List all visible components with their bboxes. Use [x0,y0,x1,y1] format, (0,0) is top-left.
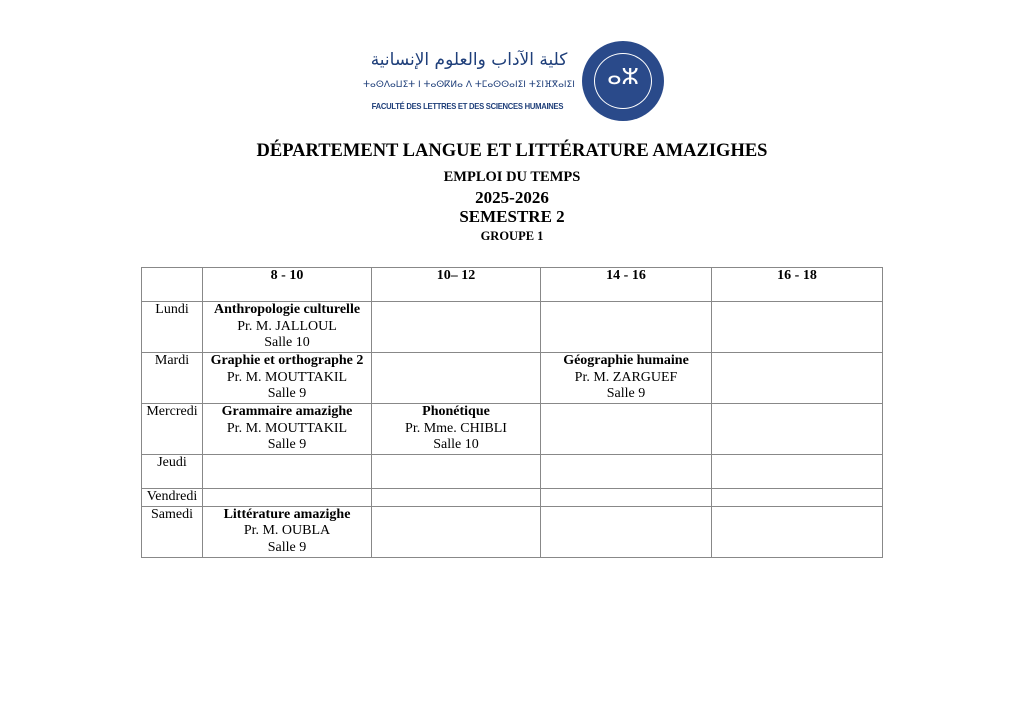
course-course: Anthropologie culturelle [213,302,361,317]
course-room: Salle 9 [606,386,646,401]
column-header: 16 - 18 [712,268,883,302]
course-prof: Pr. M. OUBLA [243,523,331,538]
university-seal-icon: ⴰⵣ [582,41,664,121]
table-row [142,489,883,507]
empty-cell [541,455,712,489]
empty-cell [712,489,883,507]
course-course: Grammaire amazighe [221,404,353,419]
logo-tifinagh-text: ⵜⴰⵙⴷⴰⵡⵉⵜ ⵏ ⵜⴰⵙⴽⵍⴰ ⴷ ⵜⵎⴰⵙⵙⴰⵏⵉⵏ ⵜⵉⵏⴼⴳⴰⵏⵉⵏ [363,80,575,90]
table-row [142,455,883,489]
empty-cell [541,506,712,557]
course-course: Littérature amazighe [223,506,351,522]
empty-cell [372,506,541,557]
document-subtitle: EMPLOI DU TEMPS [443,169,581,185]
empty-cell [712,353,883,404]
course-prof: Pr. M. JALLOUL [237,318,337,334]
column-header: 8 - 10 [203,268,372,302]
course-course: Phonétique [422,404,490,419]
table-row [142,353,883,404]
table-row [142,404,883,455]
course-room: Salle 9 [267,539,307,555]
semester: SEMESTRE 2 [459,207,565,226]
day-label: Jeudi [142,455,203,489]
course-cell [203,302,372,353]
empty-cell [203,455,372,489]
logo-french-text: FACULTÉ DES LETTRES ET DES SCIENCES HUMAINES [371,101,563,111]
day-label: Lundi [142,302,203,353]
empty-cell [541,404,712,455]
academic-year: 2025-2026 [475,188,549,207]
empty-cell [372,489,541,507]
course-cell [203,506,372,557]
header-row [142,268,883,302]
column-header: 10– 12 [372,268,541,302]
course-room: Salle 9 [267,386,307,401]
course-cell [372,404,541,455]
empty-cell [541,489,712,507]
course-prof: Pr. M. MOUTTAKIL [226,369,348,385]
table-row [142,506,883,557]
empty-cell [372,353,541,404]
course-cell [203,404,372,455]
course-room: Salle 10 [433,437,479,452]
course-cell [203,353,372,404]
day-label: Vendredi [142,489,203,507]
day-label: Mercredi [142,404,203,455]
group: GROUPE 1 [480,229,544,243]
empty-cell [712,302,883,353]
empty-cell [372,302,541,353]
course-course: Graphie et orthographe 2 [210,353,364,368]
empty-cell [712,506,883,557]
empty-cell [712,404,883,455]
day-label: Samedi [142,506,203,557]
column-header: 14 - 16 [541,268,712,302]
course-course: Géographie humaine [563,353,689,368]
empty-cell [372,455,541,489]
corner-cell [142,268,203,302]
course-prof: Pr. M. MOUTTAKIL [226,420,348,436]
faculty-logo [358,40,668,122]
timetable [141,267,883,558]
department-title: DÉPARTEMENT LANGUE ET LITTÉRATURE AMAZIGHES [256,141,768,161]
course-room: Salle 9 [267,437,307,452]
logo-arabic-text: كلية الآداب والعلوم الإنسانية [370,50,568,70]
empty-cell [203,489,372,507]
empty-cell [712,455,883,489]
table-row [142,302,883,353]
course-cell [541,353,712,404]
course-prof: Pr. M. ZARGUEF [574,369,678,385]
logo-french-wrapper [358,96,576,114]
empty-cell [541,302,712,353]
day-label: Mardi [142,353,203,404]
course-prof: Pr. Mme. CHIBLI [405,420,507,436]
course-room: Salle 10 [264,335,310,350]
